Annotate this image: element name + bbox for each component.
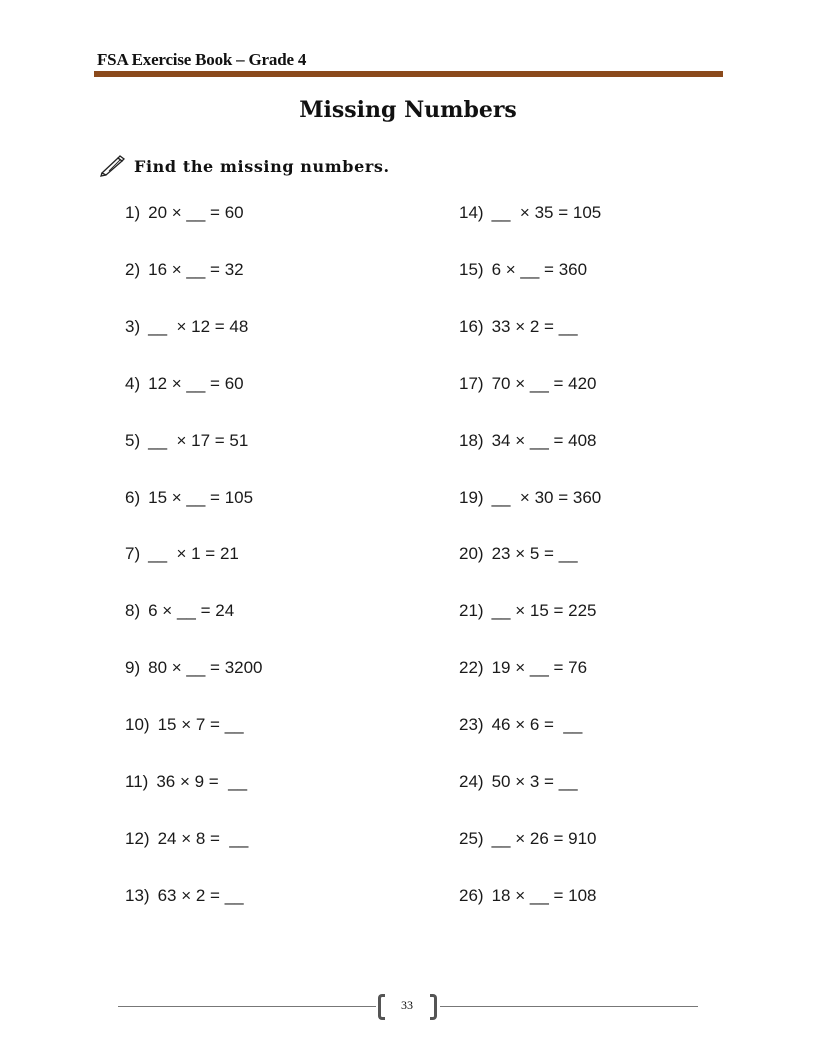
problem-number: 26) — [459, 886, 484, 905]
problem-expression: 23 × 5 = __ — [491, 544, 578, 563]
problem-number: 13) — [125, 886, 150, 905]
problem-item — [125, 486, 253, 510]
problem-expression: 70 × __ = 420 — [491, 374, 597, 393]
problem-expression: 24 × 8 = __ — [157, 829, 249, 848]
problem-expression: __ × 35 = 105 — [491, 203, 602, 222]
problem-item — [125, 315, 248, 339]
problem-number: 19) — [459, 488, 484, 507]
problem-number: 25) — [459, 829, 484, 848]
problem-expression: 18 × __ = 108 — [491, 886, 597, 905]
problem-number: 12) — [125, 829, 150, 848]
problem-item — [125, 770, 247, 794]
problem-item — [125, 429, 248, 453]
problem-expression: 20 × __ = 60 — [148, 203, 244, 222]
problem-expression: 15 × 7 = __ — [157, 715, 244, 734]
footer-rule-right — [440, 1006, 698, 1007]
problem-number: 11) — [125, 772, 149, 791]
problem-expression: __ × 12 = 48 — [148, 317, 249, 336]
problem-item — [459, 258, 587, 282]
problem-number: 7) — [125, 544, 141, 563]
problem-expression: 50 × 3 = __ — [491, 772, 578, 791]
problem-item — [459, 770, 578, 794]
problem-expression: 15 × __ = 105 — [148, 488, 254, 507]
problem-number: 24) — [459, 772, 484, 791]
problem-expression: 6 × __ = 360 — [491, 260, 588, 279]
problem-item — [459, 201, 601, 225]
problem-number: 23) — [459, 715, 484, 734]
problem-expression: __ × 26 = 910 — [491, 829, 597, 848]
problem-number: 15) — [459, 260, 484, 279]
problem-item — [125, 827, 248, 851]
problem-expression: __ × 1 = 21 — [148, 544, 239, 563]
problem-item — [125, 542, 239, 566]
instruction-text: Find the missing numbers. — [134, 156, 390, 176]
problem-expression: 33 × 2 = __ — [491, 317, 578, 336]
footer-rule-left — [118, 1006, 376, 1007]
problem-item — [125, 201, 244, 225]
problem-expression: 36 × 9 = __ — [156, 772, 248, 791]
problem-item — [459, 372, 597, 396]
problem-item — [459, 827, 597, 851]
problem-item — [459, 542, 578, 566]
problem-item — [459, 884, 597, 908]
problem-expression: 34 × __ = 408 — [491, 431, 597, 450]
problem-item — [459, 656, 587, 680]
page-title: Missing Numbers — [299, 97, 517, 123]
problem-item — [459, 429, 597, 453]
problem-number: 1) — [125, 203, 141, 222]
problem-item — [459, 486, 601, 510]
problem-expression: __ × 17 = 51 — [148, 431, 249, 450]
problem-expression: 16 × __ = 32 — [148, 260, 244, 279]
problem-item — [125, 258, 244, 282]
problem-number: 17) — [459, 374, 484, 393]
problem-number: 21) — [459, 601, 484, 620]
problem-expression: 46 × 6 = __ — [491, 715, 583, 734]
problem-number: 6) — [125, 488, 141, 507]
problem-item — [459, 713, 582, 737]
problem-number: 5) — [125, 431, 141, 450]
problem-number: 2) — [125, 260, 141, 279]
header-title: FSA Exercise Book – Grade 4 — [97, 50, 307, 69]
page-number-bracket-right — [430, 994, 437, 1020]
problem-number: 3) — [125, 317, 141, 336]
page-number: 33 — [401, 998, 413, 1012]
problem-expression: 80 × __ = 3200 — [148, 658, 263, 677]
problem-number: 22) — [459, 658, 484, 677]
problem-number: 20) — [459, 544, 484, 563]
problem-number: 9) — [125, 658, 141, 677]
problem-expression: 6 × __ = 24 — [148, 601, 235, 620]
problem-item — [125, 884, 244, 908]
problem-number: 14) — [459, 203, 484, 222]
problem-item — [125, 599, 234, 623]
problem-number: 18) — [459, 431, 484, 450]
problem-item — [459, 599, 597, 623]
problem-number: 4) — [125, 374, 141, 393]
problem-item — [125, 713, 244, 737]
problem-number: 10) — [125, 715, 150, 734]
problem-expression: 19 × __ = 76 — [491, 658, 588, 677]
problem-expression: __ × 15 = 225 — [491, 601, 597, 620]
problem-item — [125, 656, 263, 680]
problem-number: 8) — [125, 601, 141, 620]
problem-number: 16) — [459, 317, 484, 336]
page-number-bracket-left — [378, 994, 385, 1020]
problem-expression: __ × 30 = 360 — [491, 488, 602, 507]
problem-expression: 12 × __ = 60 — [148, 374, 244, 393]
problem-item — [125, 372, 244, 396]
problem-item — [459, 315, 578, 339]
problem-expression: 63 × 2 = __ — [157, 886, 244, 905]
